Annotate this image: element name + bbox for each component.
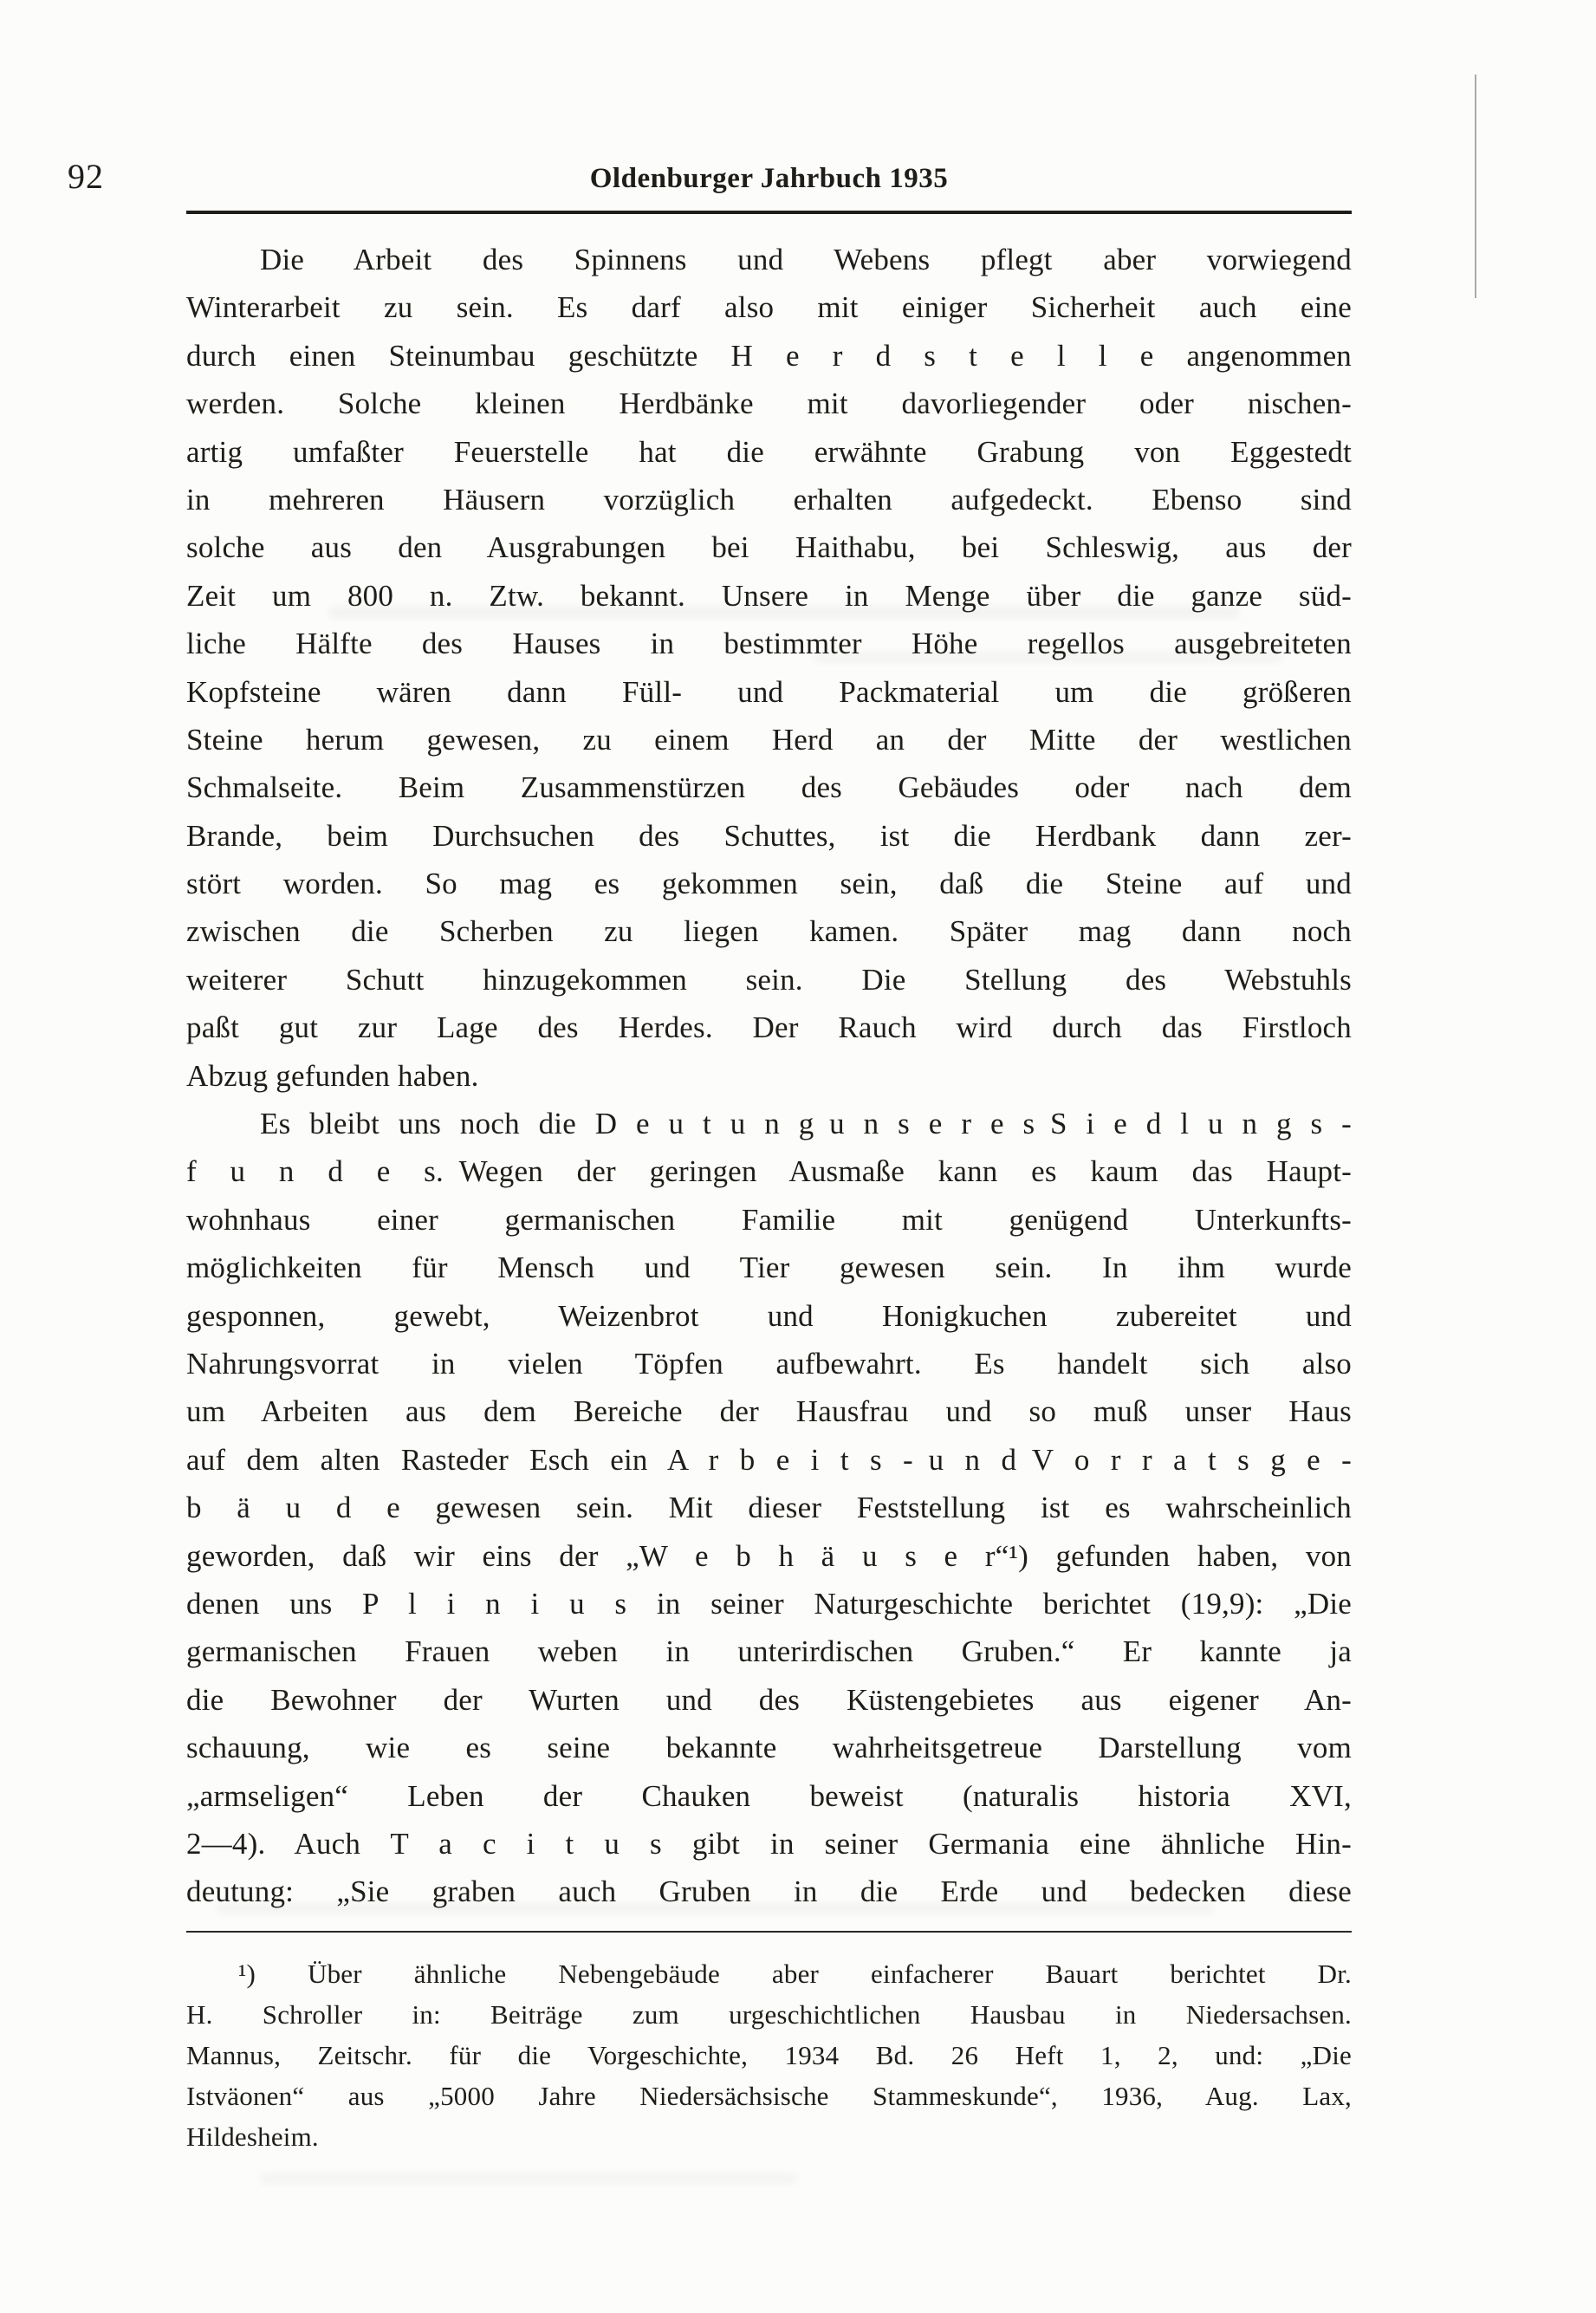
text-line: die Bewohner der Wurten und des Küstengebietes aus eigener An-	[186, 1682, 1352, 1717]
text-line: solche aus den Ausgrabungen bei Haithabu, bei Schleswig, aus der	[186, 530, 1352, 565]
text-line: geworden, daß wir eins der „W e b h ä u s e r“¹) gefunden haben, von	[186, 1538, 1352, 1573]
text-line: denen uns P l i n i u s in seiner Naturgeschichte berichtet (19,9): „Die	[186, 1586, 1352, 1621]
text-line: artig umfaßter Feuerstelle hat die erwähnte Grabung von Eggestedt	[186, 434, 1352, 469]
text-line: Zeit um 800 n. Ztw. bekannt. Unsere in Menge über die ganze süd-	[186, 578, 1352, 613]
paragraph	[186, 1100, 1352, 1916]
body-paragraphs	[186, 236, 1352, 1916]
bleed-through-artifact	[329, 607, 1239, 619]
text-line: ¹) Über ähnliche Nebengebäude aber einfacherer Bauart berichtet Dr.	[238, 1959, 1352, 1989]
text-line: Es bleibt uns noch die D e u t u n g u n s e r e s S i e d l u n g s -	[260, 1107, 1352, 1141]
paragraph	[186, 236, 1352, 1100]
text-line: stört worden. So mag es gekommen sein, daß die Steine auf und	[186, 867, 1352, 901]
footnote-rule	[186, 1931, 1352, 1933]
bleed-through-artifact	[260, 2173, 797, 2184]
text-line: auf dem alten Rasteder Esch ein A r b e i t s - u n d V o r r a t s g e -	[186, 1442, 1352, 1477]
text-line: germanischen Frauen weben in unterirdischen Gruben.“ Er kannte ja	[186, 1634, 1352, 1669]
bleed-through-artifact	[217, 1903, 1213, 1913]
text-line: Kopfsteine wären dann Füll- und Packmaterial um die größeren	[186, 674, 1352, 709]
text-line: H. Schroller in: Beiträge zum urgeschichtlichen Hausbau in Niedersachsen.	[186, 1999, 1352, 2030]
scan-edge-artifact	[1475, 75, 1476, 298]
text-line: zwischen die Scherben zu liegen kamen. Später mag dann noch	[186, 914, 1352, 949]
footnote	[186, 1953, 1352, 2157]
text-line: Hildesheim.	[186, 2121, 319, 2152]
page-number: 92	[68, 157, 104, 196]
text-line: liche Hälfte des Hauses in bestimmter Höhe regellos ausgebreiteten	[186, 627, 1352, 661]
text-line: Nahrungsvorrat in vielen Töpfen aufbewahrt. Es handelt sich also	[186, 1346, 1352, 1381]
running-head-title: Oldenburger Jahrbuch 1935	[589, 163, 949, 194]
text-line: Mannus, Zeitschr. für die Vorgeschichte, 1934 Bd. 26 Heft 1, 2, und: „Die	[186, 2040, 1352, 2070]
text-line: Winterarbeit zu sein. Es darf also mit einiger Sicherheit auch eine	[186, 290, 1352, 325]
text-line: 2—4). Auch T a c i t u s gibt in seiner Germania eine ähnliche Hin-	[186, 1826, 1352, 1861]
header-rule	[186, 211, 1352, 214]
text-line: Steine herum gewesen, zu einem Herd an der Mitte der westlichen	[186, 722, 1352, 757]
text-line: paßt gut zur Lage des Herdes. Der Rauch wird durch das Firstloch	[186, 1010, 1352, 1045]
text-line: durch einen Steinumbau geschützte H e r d s t e l l e angenommen	[186, 338, 1352, 373]
text-line: werden. Solche kleinen Herdbänke mit davorliegender oder nischen-	[186, 387, 1352, 421]
text-line: Schmalseite. Beim Zusammenstürzen des Gebäudes oder nach dem	[186, 770, 1352, 805]
text-line: Die Arbeit des Spinnens und Webens pflegt aber vorwiegend	[260, 243, 1352, 276]
text-line: in mehreren Häusern vorzüglich erhalten aufgedeckt. Ebenso sind	[186, 482, 1352, 517]
text-line: gesponnen, gewebt, Weizenbrot und Honigkuchen zubereitet und	[186, 1298, 1352, 1333]
text-line: b ä u d e gewesen sein. Mit dieser Feststellung ist es wahrscheinlich	[186, 1491, 1352, 1525]
text-line: wohnhaus einer germanischen Familie mit genügend Unterkunfts-	[186, 1202, 1352, 1237]
text-line: schauung, wie es seine bekannte wahrheitsgetreue Darstellung vom	[186, 1731, 1352, 1765]
text-line: um Arbeiten aus dem Bereiche der Hausfrau und so muß unser Haus	[186, 1394, 1352, 1429]
bleed-through-artifact	[814, 652, 1282, 663]
text-line: Istväonen“ aus „5000 Jahre Niedersächsische Stammeskunde“, 1936, Aug. Lax,	[186, 2081, 1352, 2111]
text-line: deutung: „Sie graben auch Gruben in die Erde und bedecken diese	[186, 1874, 1352, 1909]
text-line: Abzug gefunden haben.	[186, 1058, 479, 1093]
text-line: f u n d e s. Wegen der geringen Ausmaße kann es kaum das Haupt-	[186, 1154, 1352, 1189]
text-line: Brande, beim Durchsuchen des Schuttes, ist die Herdbank dann zer-	[186, 818, 1352, 853]
text-line: weiterer Schutt hinzugekommen sein. Die Stellung des Webstuhls	[186, 962, 1352, 997]
text-line: möglichkeiten für Mensch und Tier gewesen sein. In ihm wurde	[186, 1251, 1352, 1285]
text-line: „armseligen“ Leben der Chauken beweist (naturalis historia XVI,	[186, 1778, 1352, 1813]
